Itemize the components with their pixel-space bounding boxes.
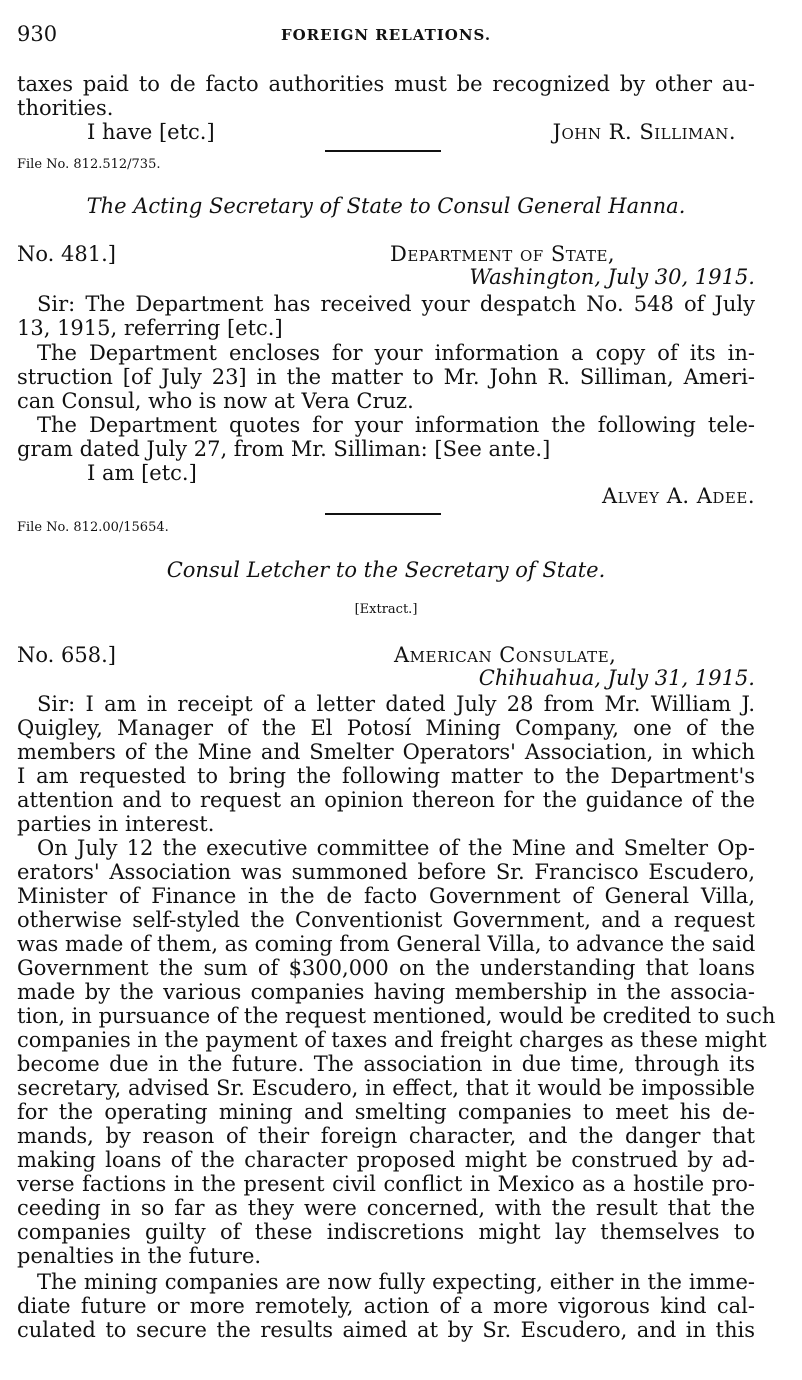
page-number: 930 (17, 22, 58, 46)
text-line: attention and to request an opinion thereon for the guidance of the (17, 788, 755, 812)
text-line: secretary, advised Sr. Escudero, in effect, that it would be impossible (17, 1076, 755, 1100)
text-line: mands, by reason of their foreign character, and the danger that (17, 1124, 755, 1148)
file-number: File No. 812.00/15654. (17, 520, 169, 535)
text-line: culated to secure the results aimed at by Sr. Escudero, and in this (17, 1318, 755, 1342)
signature: Alvey A. Adee. (602, 484, 755, 508)
text-line: Sir: I am in receipt of a letter dated July 28 from Mr. William J. (37, 692, 755, 716)
sender-office: Department of State, (390, 242, 616, 266)
text-line: diate future or more remotely, action of a more vigorous kind cal- (17, 1294, 755, 1318)
text-line: members of the Mine and Smelter Operators' Association, in which (17, 740, 755, 764)
document-title: The Acting Secretary of State to Consul General Hanna. (86, 194, 686, 218)
text-line: can Consul, who is now at Vera Cruz. (17, 389, 414, 413)
text-line: erators' Association was summoned before Sr. Francisco Escudero, (17, 860, 755, 884)
sender-office: American Consulate, (394, 643, 617, 667)
text-line: otherwise self-styled the Conventionist Government, and a request (17, 908, 755, 932)
document-title: Consul Letcher to the Secretary of State. (166, 558, 606, 582)
text-line: The Department quotes for your information the following tele- (37, 413, 755, 437)
place-date: Chihuahua, July 31, 1915. (478, 666, 755, 690)
text-line: made by the various companies having membership in the associa- (17, 980, 755, 1004)
despatch-number: No. 658.] (17, 643, 116, 667)
text-line: On July 12 the executive committee of the Mine and Smelter Op- (37, 836, 755, 860)
text-line: I am requested to bring the following matter to the Department's (17, 764, 755, 788)
text-line: parties in interest. (17, 812, 215, 836)
text-line: penalties in the future. (17, 1244, 262, 1268)
divider-rule (325, 150, 441, 152)
text-line: companies guilty of these indiscretions might lay themselves to (17, 1220, 755, 1244)
text-line: tion, in pursuance of the request mentioned, would be credited to such (17, 1004, 776, 1028)
closing-line: I am [etc.] (87, 461, 197, 485)
text-line: gram dated July 27, from Mr. Silliman: [See ante.] (17, 437, 551, 461)
text-line: thorities. (17, 96, 114, 120)
despatch-number: No. 481.] (17, 242, 116, 266)
text-line: 13, 1915, referring [etc.] (17, 316, 283, 340)
text-line: Quigley, Manager of the El Potosí Mining Company, one of the (17, 716, 755, 740)
text-line: companies in the payment of taxes and freight charges as these might (17, 1028, 767, 1052)
running-title: FOREIGN RELATIONS. (280, 26, 492, 44)
text-line: taxes paid to de facto authorities must be recognized by other au- (17, 72, 755, 96)
text-line: Sir: The Department has received your despatch No. 548 of July (37, 292, 755, 316)
text-line: making loans of the character proposed might be construed by ad- (17, 1148, 755, 1172)
divider-rule (325, 513, 441, 515)
extract-label: [Extract.] (354, 602, 418, 617)
file-number: File No. 812.512/735. (17, 157, 161, 172)
text-line: struction [of July 23] in the matter to Mr. John R. Silliman, Ameri- (17, 365, 755, 389)
text-line: The Department encloses for your information a copy of its in- (37, 341, 755, 365)
place-date: Washington, July 30, 1915. (469, 265, 755, 289)
text-line: The mining companies are now fully expecting, either in the imme- (37, 1270, 755, 1294)
text-line: was made of them, as coming from General Villa, to advance the said (17, 932, 756, 956)
text-line: become due in the future. The association in due time, through its (17, 1052, 755, 1076)
page-header (17, 22, 755, 48)
closing-line: I have [etc.] (87, 120, 215, 144)
text-line: verse factions in the present civil conflict in Mexico as a hostile pro- (17, 1172, 755, 1196)
text-line: for the operating mining and smelting companies to meet his de- (17, 1100, 755, 1124)
text-line: ceeding in so far as they were concerned, with the result that the (17, 1196, 755, 1220)
signature: John R. Silliman. (552, 120, 736, 144)
text-line: Government the sum of $300,000 on the understanding that loans (17, 956, 755, 980)
text-line: Minister of Finance in the de facto Government of General Villa, (17, 884, 755, 908)
